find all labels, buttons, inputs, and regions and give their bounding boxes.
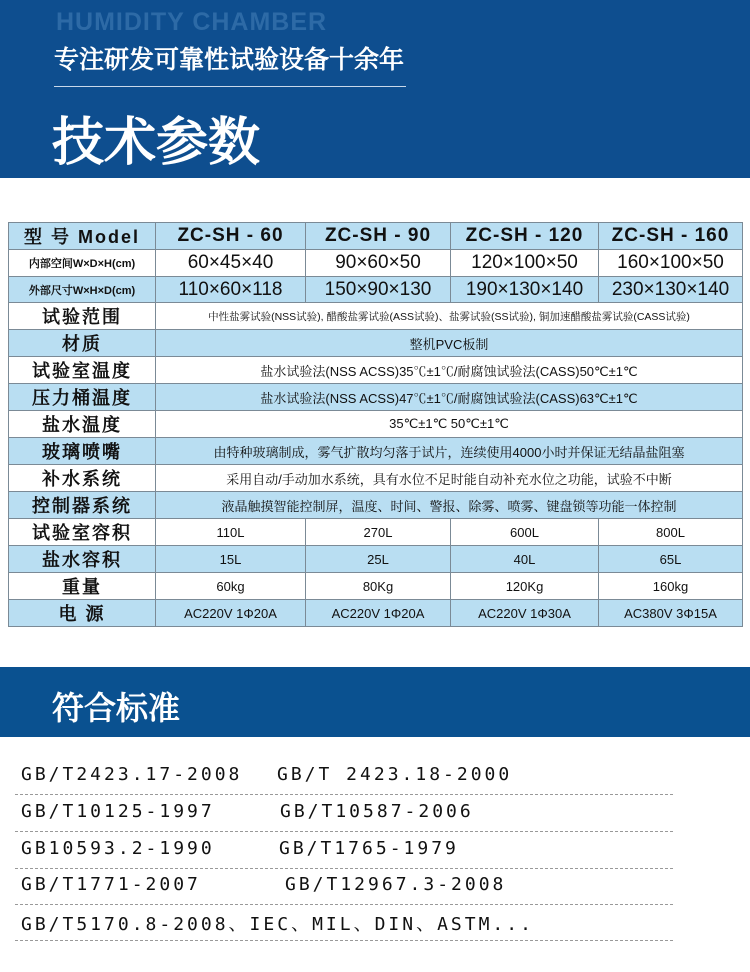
table-row [9,546,743,573]
table-row [9,438,743,465]
standard-row [15,758,673,795]
row-label: 试验室容积 [9,519,156,546]
table-cell: 90×60×50 [306,250,451,277]
standard-row [15,795,673,832]
standard-code: GB/T12967.3-2008 [285,874,507,895]
table-row [9,411,743,438]
table-cell: 40L [451,546,599,573]
row-label: 控制器系统 [9,492,156,519]
table-cell: 15L [156,546,306,573]
row-value: 盐水试验法(NSS ACSS)47℃±1℃/耐腐蚀试验法(CASS)63℃±1℃ [156,384,743,411]
table-cell: ZC-SH - 120 [451,223,599,250]
table-cell: 150×90×130 [306,276,451,303]
standard-row [15,904,673,941]
subtitle: 专注研发可靠性试验设备十余年 [54,45,405,74]
table-cell: 80Kg [306,573,451,600]
row-label: 试验室温度 [9,357,156,384]
row-value: 35℃±1℃ 50℃±1℃ [156,411,743,438]
standard-row [15,832,673,869]
row-value: 液晶触摸智能控制屏，温度、时间、警报、除雾、喷雾、键盘锁等功能一体控制 [156,492,743,519]
row-label: 外部尺寸W×H×D(cm) [9,276,156,303]
standard-row [15,868,673,905]
table-cell: ZC-SH - 90 [306,223,451,250]
table-row [9,276,743,303]
table-cell: 110×60×118 [156,276,306,303]
section-banner [0,667,750,737]
divider [54,86,406,87]
table-cell: 60kg [156,573,306,600]
table-cell: 65L [599,546,743,573]
row-value: 采用自动/手动加水系统，具有水位不足时能自动补充水位之功能，试验不中断 [156,465,743,492]
table-cell: 230×130×140 [599,276,743,303]
table-cell: 25L [306,546,451,573]
standard-code: GB10593.2-1990 [21,838,215,859]
row-value: 由特种玻璃制成，雾气扩散均匀落于试片，连续使用4000小时并保证无结晶盐阻塞 [156,438,743,465]
page-title: 技术参数 [52,113,261,173]
table-row [9,600,743,627]
table-cell: 160×100×50 [599,250,743,277]
table-row [9,465,743,492]
standard-code: GB/T10125-1997 [21,801,215,822]
row-value: 中性盐雾试验(NSS试验), 醋酸盐雾试验(ASS试验)、盐雾试验(SS试验), 铜加速醋酸盐雾试验(CASS试验) [156,303,743,330]
row-label: 盐水容积 [9,546,156,573]
table-row [9,357,743,384]
row-label: 试验范围 [9,303,156,330]
row-label: 内部空间W×D×H(cm) [9,250,156,277]
standard-code: GB/T 2423.18-2000 [277,764,513,785]
row-label: 压力桶温度 [9,384,156,411]
standard-code: GB/T1771-2007 [21,874,201,895]
table-cell: ZC-SH - 160 [599,223,743,250]
section-title: 符合标准 [52,689,181,727]
row-label: 盐水温度 [9,411,156,438]
watermark-text: HUMIDITY CHAMBER [56,8,328,36]
table-row [9,573,743,600]
row-value: 整机PVC板制 [156,330,743,357]
row-label: 重量 [9,573,156,600]
table-cell: 160kg [599,573,743,600]
table-row [9,250,743,277]
standard-code: GB/T10587-2006 [280,801,474,822]
standard-code: GB/T2423.17-2008 [21,764,243,785]
table-cell: AC380V 3Φ15A [599,600,743,627]
table-row [9,223,743,250]
table-cell: 600L [451,519,599,546]
table-cell: 800L [599,519,743,546]
table-cell: AC220V 1Φ20A [306,600,451,627]
row-label: 补水系统 [9,465,156,492]
table-cell: AC220V 1Φ20A [156,600,306,627]
row-label: 玻璃喷嘴 [9,438,156,465]
table-cell: 60×45×40 [156,250,306,277]
table-cell: 270L [306,519,451,546]
table-row [9,303,743,330]
row-label: 型 号 Model [9,223,156,250]
row-label: 材质 [9,330,156,357]
table-cell: ZC-SH - 60 [156,223,306,250]
table-cell: 190×130×140 [451,276,599,303]
spec-table [8,222,743,627]
row-value: 盐水试验法(NSS ACSS)35℃±1℃/耐腐蚀试验法(CASS)50℃±1℃ [156,357,743,384]
header-banner [0,0,750,178]
table-row [9,492,743,519]
table-cell: 110L [156,519,306,546]
table-row [9,519,743,546]
row-label: 电 源 [9,600,156,627]
table-row [9,384,743,411]
table-row [9,330,743,357]
table-cell: 120×100×50 [451,250,599,277]
standard-code: GB/T5170.8-2008、IEC、MIL、DIN、ASTM... [21,914,534,935]
table-cell: AC220V 1Φ30A [451,600,599,627]
standard-code: GB/T1765-1979 [279,838,459,859]
table-cell: 120Kg [451,573,599,600]
